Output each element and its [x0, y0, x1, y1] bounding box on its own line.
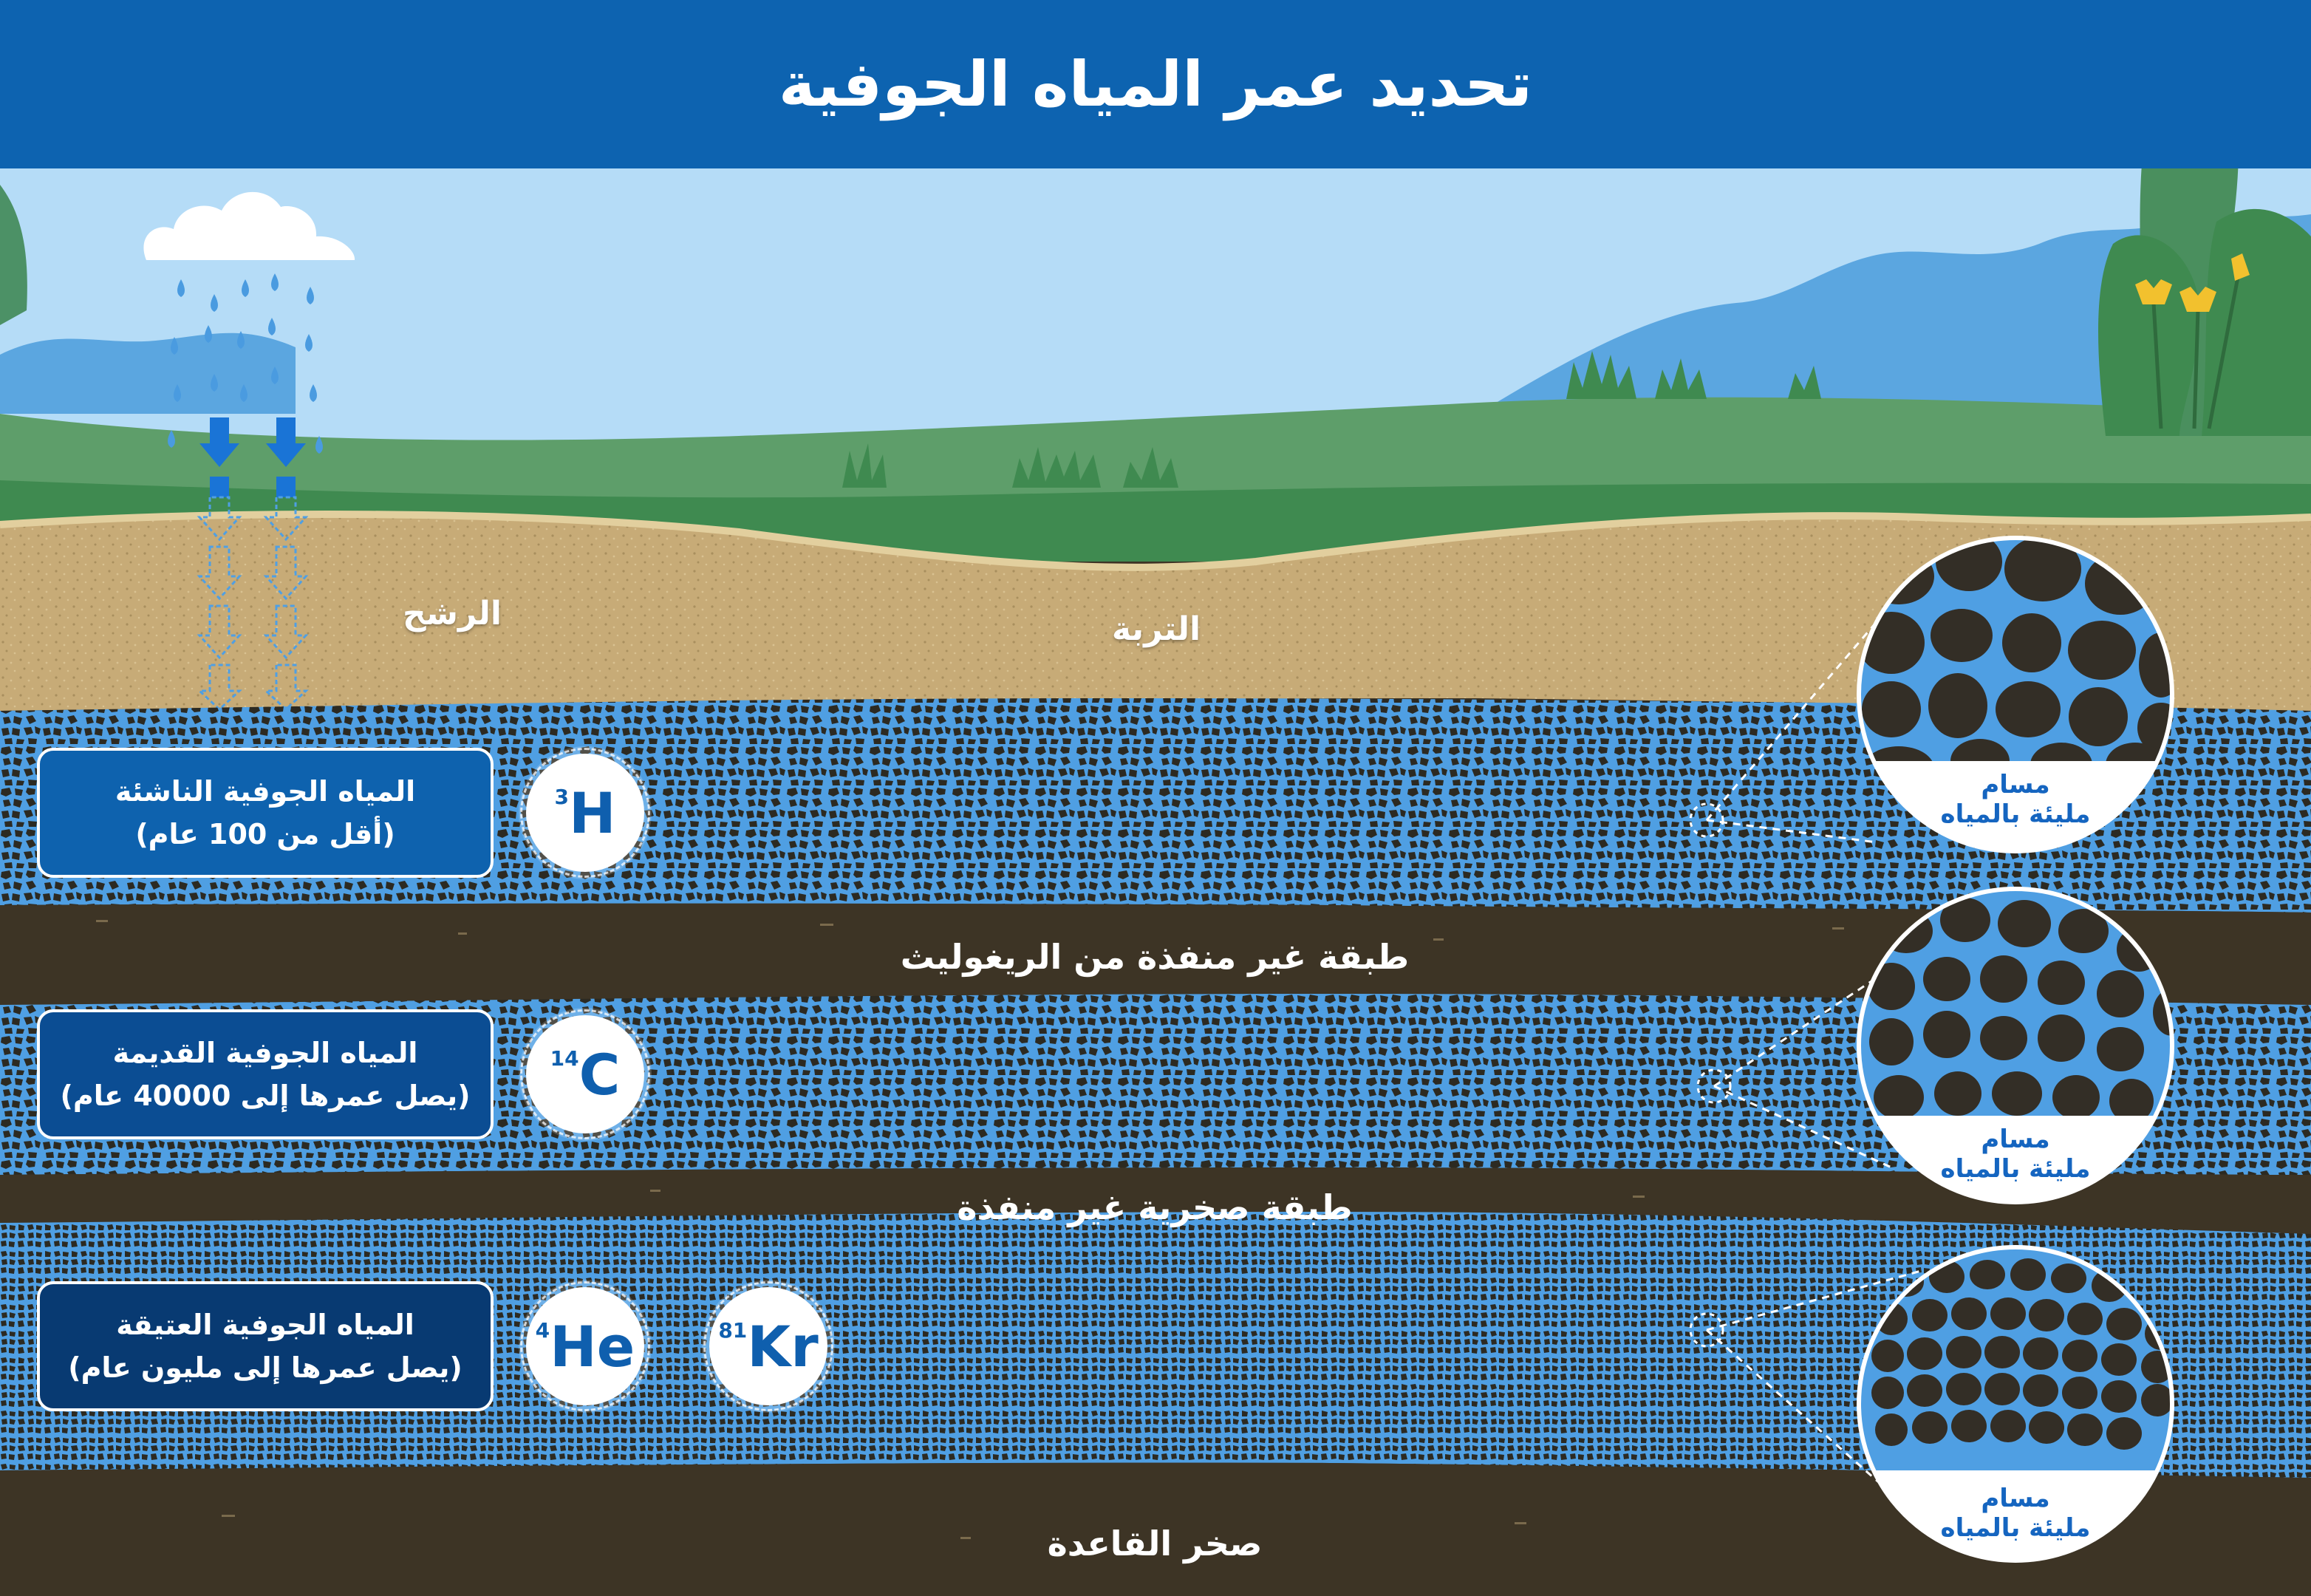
isotope-tritium-mass: 3 [554, 785, 569, 809]
age-box-ancient-title: المياه الجوفية العتيقة [116, 1309, 414, 1341]
age-box-young-title: المياه الجوفية الناشئة [115, 775, 416, 808]
bedrock-label: صخر القاعدة [1047, 1524, 1263, 1563]
mountains-left [0, 333, 296, 414]
pore-caption-2 [1860, 1125, 2171, 1184]
pore-caption-3 [1860, 1484, 2171, 1543]
pore-caption-2-line2: مليئة بالمياه [1940, 1154, 2091, 1184]
regolith-layer-label: طبقة غير منفذة من الريغوليث [900, 937, 1410, 977]
isotope-krypton-badge [709, 1287, 827, 1405]
pore-caption-3-line1: مسام [1981, 1484, 2050, 1513]
isotope-helium-symbol: He [550, 1313, 635, 1380]
rock-layer-label: طبقة صخرية غير منفذة [957, 1187, 1353, 1227]
age-box-old-title: المياه الجوفية القديمة [112, 1037, 418, 1069]
pore-caption-1 [1860, 770, 2171, 829]
pore-caption-1-line2: مليئة بالمياه [1940, 799, 2091, 829]
isotope-carbon-symbol: C [578, 1041, 621, 1108]
age-box-ancient-range: (يصل عمرها إلى مليون عام) [68, 1351, 462, 1384]
age-box-young-range: (أقل من 100 عام) [135, 818, 395, 850]
age-box-ancient [37, 1281, 494, 1411]
isotope-carbon-badge [526, 1015, 644, 1133]
age-box-old-range: (يصل عمرها إلى 40000 عام) [60, 1080, 471, 1112]
isotope-helium-badge [526, 1287, 644, 1405]
isotope-krypton-mass: 81 [718, 1318, 748, 1343]
title-bar [0, 0, 2311, 168]
isotope-carbon-mass: 14 [550, 1046, 579, 1071]
infiltration-label: الرشح [403, 595, 502, 632]
pore-caption-3-line2: مليئة بالمياه [1940, 1513, 2091, 1543]
soil-label: التربة [1112, 610, 1201, 648]
isotope-krypton-symbol: Kr [747, 1313, 819, 1380]
isotope-tritium-badge [526, 754, 644, 872]
isotope-helium-mass: 4 [535, 1318, 550, 1343]
isotope-tritium-symbol: H [568, 780, 616, 846]
age-box-young [37, 748, 494, 878]
pore-caption-1-line1: مسام [1981, 770, 2050, 799]
page-title: تحديد عمر المياه الجوفية [778, 48, 1533, 120]
age-box-old [37, 1009, 494, 1139]
pore-caption-2-line1: مسام [1981, 1125, 2050, 1154]
